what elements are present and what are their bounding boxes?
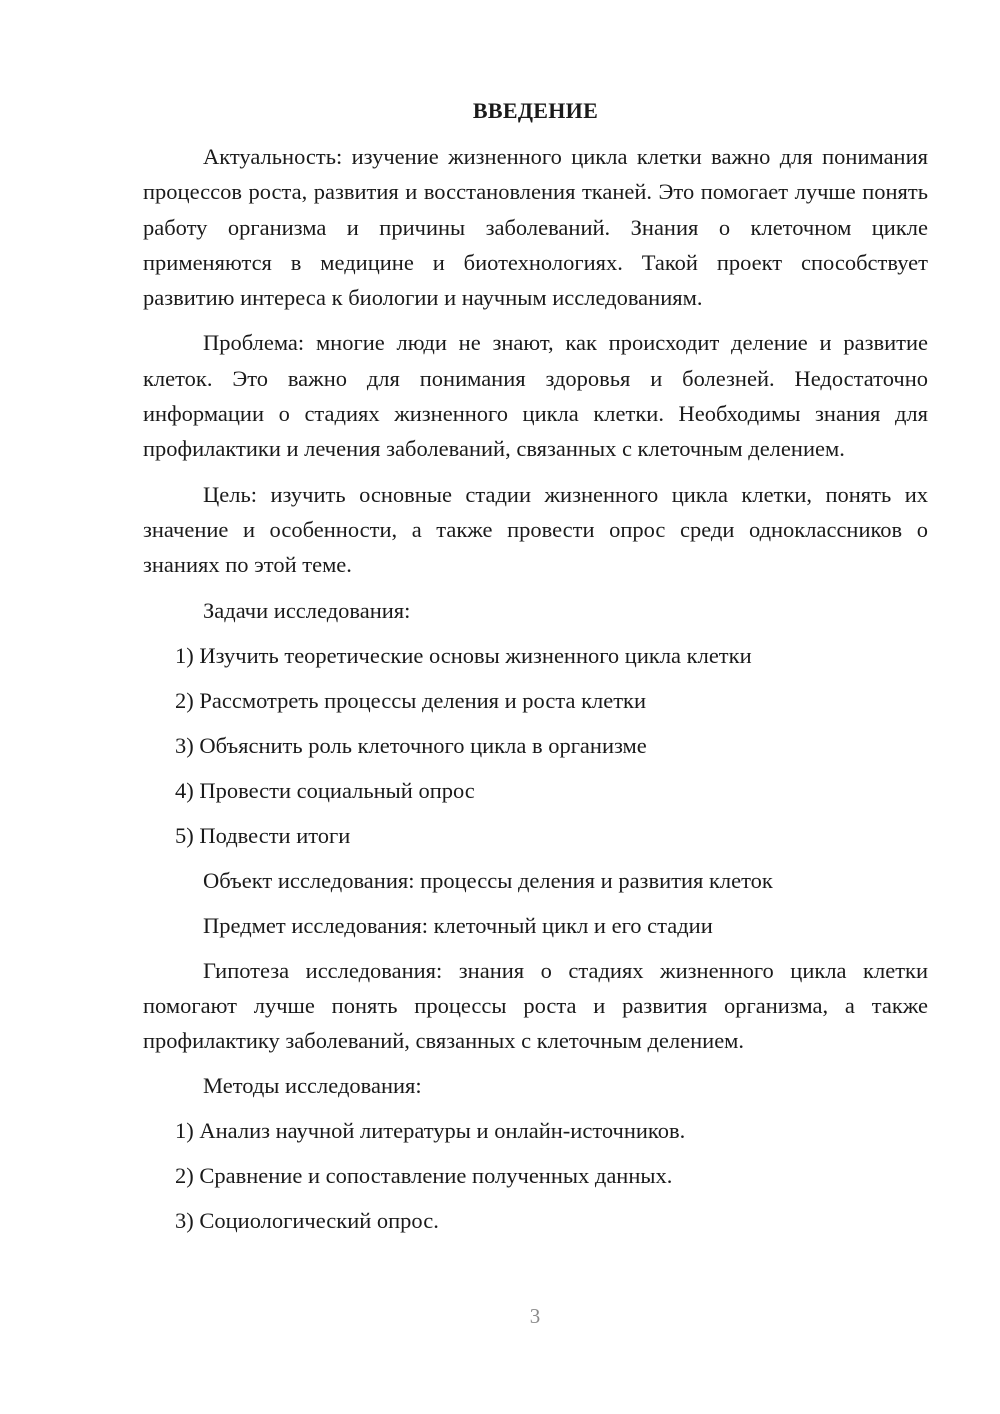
list-item: 4) Провести социальный опрос	[175, 777, 475, 803]
list-item: 1) Изучить теоретические основы жизненного цикла клетки	[175, 642, 752, 668]
page-content	[143, 94, 928, 1248]
research-subject: Предмет исследования: клеточный цикл и его стадии	[203, 912, 713, 938]
tasks-list	[143, 638, 928, 853]
paragraph-relevance: Актуальность: изучение жизненного цикла клетки важно для понимания процессов роста, развития и восстановления тканей. Это помогает лучше понять работу организма и причины заболеваний. Знания о клеточном цикле применяются в медицине и биотехнологиях. Такой проект способствует развитию интереса к биологии и научным исследованиям.	[143, 144, 928, 311]
paragraph-goal: Цель: изучить основные стадии жизненного цикла клетки, понять их значение и особенности, а также провести опрос среди одноклассников о знаниях по этой теме.	[143, 481, 928, 578]
list-item: 1) Анализ научной литературы и онлайн-источников.	[175, 1118, 686, 1144]
list-item: 3) Объяснить роль клеточного цикла в организме	[175, 732, 647, 758]
section-title: ВВЕДЕНИЕ	[472, 98, 599, 123]
tasks-heading: Задачи исследования:	[203, 597, 411, 623]
list-item: 2) Рассмотреть процессы деления и роста клетки	[175, 687, 647, 713]
methods-list	[143, 1113, 928, 1238]
list-item: 3) Социологический опрос.	[175, 1208, 439, 1234]
list-item: 5) Подвести итоги	[175, 822, 351, 848]
list-item: 2) Сравнение и сопоставление полученных данных.	[175, 1163, 673, 1189]
research-object: Объект исследования: процессы деления и развития клеток	[203, 867, 773, 893]
research-hypothesis: Гипотеза исследования: знания о стадиях жизненного цикла клетки помогают лучше понять процессы роста и развития организма, а также профилактику заболеваний, связанных с клеточным делением.	[143, 957, 928, 1054]
methods-heading: Методы исследования:	[203, 1073, 422, 1099]
paragraph-problem: Проблема: многие люди не знают, как происходит деление и развитие клеток. Это важно для понимания здоровья и болезней. Недостаточно информации о стадиях жизненного цикла клетки. Необходимы знания для профилактики и лечения заболеваний, связанных с клеточным делением.	[143, 330, 928, 462]
page-number: 3	[529, 1304, 541, 1328]
